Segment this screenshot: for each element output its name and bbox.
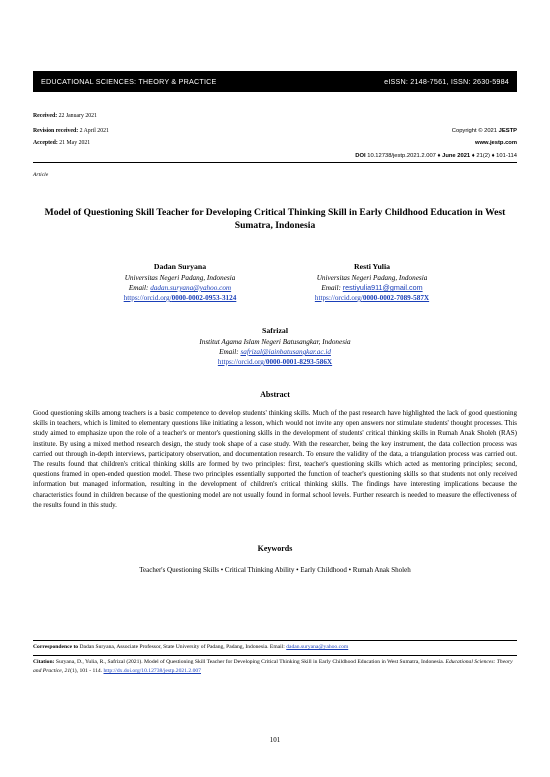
author-affiliation: Universitas Negeri Padang, Indonesia xyxy=(316,274,428,282)
doi-line: DOI 10.12738/jestp.2021.2.007 ♦ June 2021 ♦ 21(2) ♦ 101-114 xyxy=(355,153,517,159)
abstract-heading: Abstract xyxy=(260,390,290,399)
author-email-link[interactable]: safrizal@iainbatusangkar.ac.id xyxy=(240,348,331,356)
author-affiliation: Universitas Negeri Padang, Indonesia xyxy=(124,274,236,282)
author-block xyxy=(70,262,290,303)
keywords-heading: Keywords xyxy=(257,544,293,553)
accepted-date: Accepted: 21 May 2021 xyxy=(33,140,91,146)
author-orcid-link[interactable]: https://orcid.org/0000-0001-8293-586X xyxy=(217,358,333,366)
author-email-link[interactable]: dadan.suryana@yahoo.com xyxy=(150,284,232,292)
footnote-divider xyxy=(33,640,517,641)
author-orcid-link[interactable]: https://orcid.org/0000-0002-7089-587X xyxy=(314,294,430,302)
author-email-line: Email: restiyulia911@gmail.com xyxy=(321,283,423,292)
journal-banner xyxy=(33,71,517,92)
journal-issn: eISSN: 2148-7561, ISSN: 2630-5984 xyxy=(384,77,509,86)
author-email-line: Email: safrizal@iainbatusangkar.ac.id xyxy=(219,348,331,356)
keywords-list: Teacher's Questioning Skills • Critical Thinking Ability • Early Childhood • Rumah Anak Sholeh xyxy=(139,566,411,574)
correspondence-email-link[interactable]: dadan.suryana@yahoo.com xyxy=(286,644,349,650)
author-name: Safrizal xyxy=(262,326,288,335)
journal-url[interactable]: www.jestp.com xyxy=(475,140,517,146)
received-date: Received: 22 January 2021 xyxy=(33,113,97,119)
article-type-label: Article xyxy=(33,172,49,178)
citation-doi-link[interactable]: http://dx.doi.org/10.12738/jestp.2021.2.007 xyxy=(103,668,201,674)
author-orcid-link[interactable]: https://orcid.org/0000-0002-0953-3124 xyxy=(123,294,237,302)
page-number: 101 xyxy=(269,736,281,744)
diamond-icon: ♦ xyxy=(437,153,441,159)
revision-date: Revision received: 2 April 2021 xyxy=(33,128,109,134)
author-email-line: Email: dadan.suryana@yahoo.com xyxy=(128,284,232,292)
header-divider xyxy=(33,162,517,163)
paper-title: Model of Questioning Skill Teacher for Developing Critical Thinking Skill in Early Childhood Education in West Sumatra, Indonesia xyxy=(44,207,506,231)
doi-link[interactable]: 10.12738/jestp.2021.2.007 xyxy=(367,153,436,159)
author-block xyxy=(165,326,385,367)
footnote-divider xyxy=(33,655,517,656)
diamond-icon: ♦ xyxy=(491,153,495,159)
author-affiliation: Institut Agama Islam Negeri Batusangkar, Indonesia xyxy=(199,338,351,346)
correspondence-note: Correspondence to Dadan Suryana, Associate Professor, State University of Padang, Padang, Indonesia. Email: dadan.suryana@yahoo.com xyxy=(33,644,349,650)
author-name: Dadan Suryana xyxy=(153,262,207,271)
journal-title: EDUCATIONAL SCIENCES: THEORY & PRACTICE xyxy=(41,77,217,86)
citation-note: Citation: Suryana, D., Yulia, R., Safrizal (2021). Model of Questioning Skill Teacher for Developing Critical Thinking Skill in Early Childhood Education in West Sumatra, Indonesia. Educational Sciences: Theory and Practice, 21(1), 101 - 114. http://dx.doi.org/10.12738/jestp.2021.2.007 xyxy=(33,659,513,674)
copyright-line: Copyright © 2021 JESTP xyxy=(451,128,517,134)
abstract-text: Good questioning skills among teachers is a basic competence to develop students' thinking skills. Much of the past research have highlighted the lack of good questioning skills in teachers, which is limited to elementary questions like initiating a lesson, which would not invite any open answers nor stimulate students' thought processes. This study aimed to emphasize upon the role of a teacher's or mentor's questioning skills in the development of students' critical thinking skills in Rumah Anak Sholeh (RAS) institute. By using a mixed method research design, the study took shape of a case study. With the researcher, being the key instrument, the data collection process was carried out through in-depth interviews, participatory observation, and documentation research. To ensure the validity of the data, a triangulation process was carried out. The results found that children's critical thinking skills are formed by two principles: first, teacher's questioning skills which acted as mentoring principles; second, questions framed in open-ended question model. These two principles essentially supported the function of teacher's questioning skills so that students not only received information but managed information, resulting in the development of children's critical thinking skills. The findings have interesting implications because the characteristics found in children because of the questioning model are not usually found in formal school levels. Further research is needed to measure the effectiveness of the results found in this study. xyxy=(33,409,517,509)
diamond-icon: ♦ xyxy=(471,153,475,159)
author-block xyxy=(262,262,482,303)
author-email-link[interactable]: restiyulia911@gmail.com xyxy=(342,283,423,292)
author-name: Resti Yulia xyxy=(353,262,391,271)
